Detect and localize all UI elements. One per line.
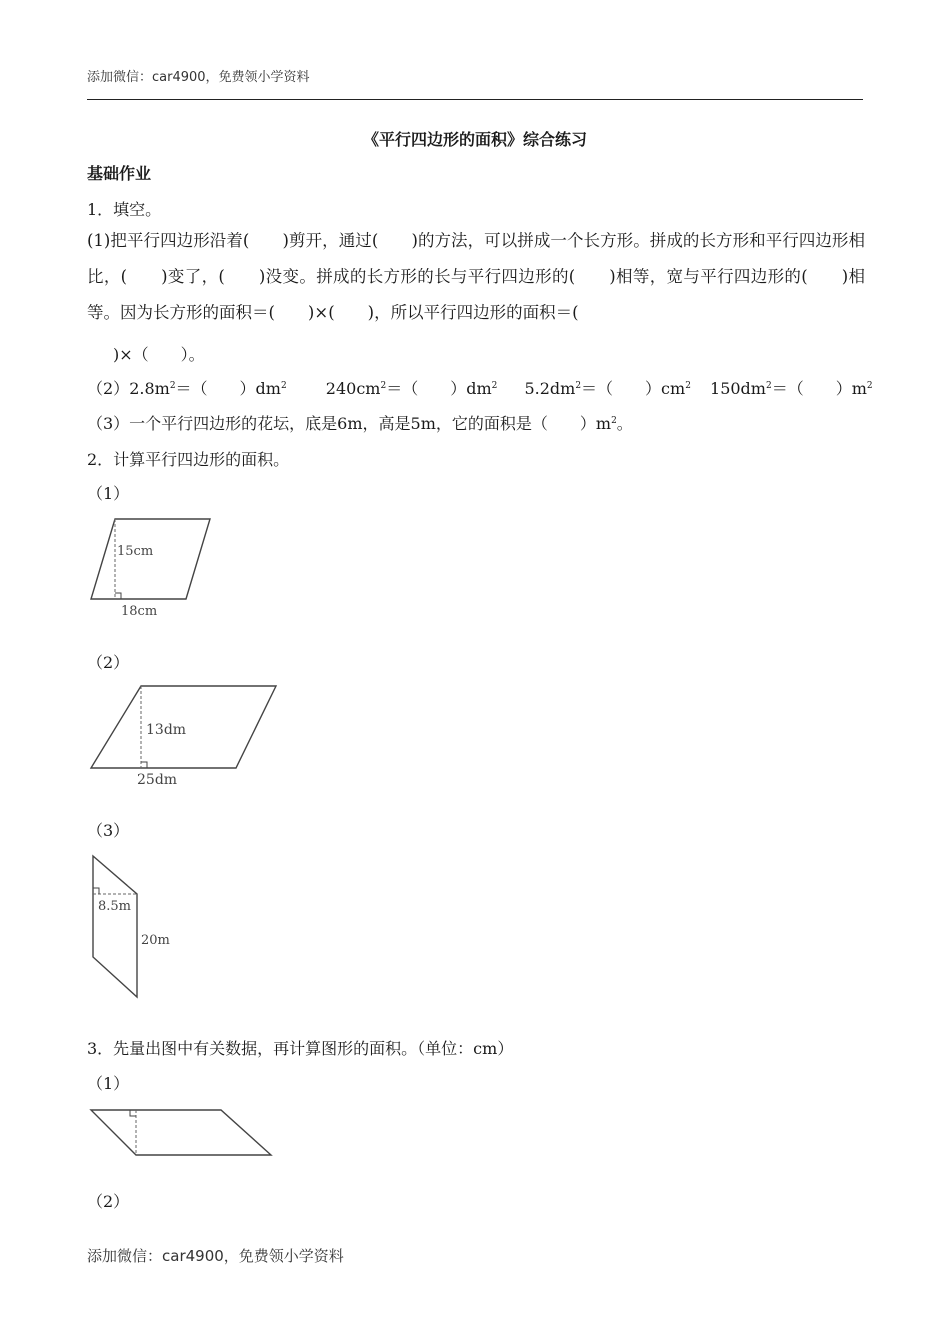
- q1-part2-label: （2）: [87, 379, 130, 398]
- q2-fig3-label: （3）: [87, 821, 130, 840]
- q1-part3: （3）一个平行四边形的花坛，底是6m，高是5m，它的面积是（ ）$m^2$。: [87, 414, 633, 433]
- q2-fig3-height-label: 8.5m: [98, 899, 132, 914]
- q2-heading: 2．计算平行四边形的面积。: [87, 450, 290, 469]
- q3-fig2-label: （2）: [87, 1192, 130, 1211]
- page-footer: 添加微信：car4900，免费领小学资料: [87, 1247, 344, 1265]
- page-title: 《平行四边形的面积》综合练习: [362, 130, 587, 149]
- q2-fig2-parallelogram: [85, 680, 285, 795]
- q1-part2: $(2)2.8m^2=$（ ）$dm^2$ $240cm^2=$（ ）$dm^2$ $5.2dm^2=$（ ）$cm^2$ $150dm^2=$（ ）$m^2$: [87, 379, 873, 398]
- q2-fig3-base-label: 20m: [141, 933, 170, 948]
- q2-fig1-label: （1）: [87, 484, 130, 503]
- page-header: 添加微信：car4900，免费领小学资料: [87, 70, 310, 85]
- q1-part1: (1)把平行四边形沿着( )剪开，通过( )的方法，可以拼成一个长方形。拼成的长方形和平行四边形相比，( )变了，( )没变。拼成的长方形的长与平行四边形的( )相等，宽与平行四边形的( )相等。因为长方形的面积＝( )×( )，所以平行四边形的面积＝(: [87, 231, 865, 322]
- q2-fig1-base-label: 18cm: [121, 604, 158, 619]
- q3-fig1-label: （1）: [87, 1074, 130, 1093]
- q2-fig2-base-label: 25dm: [137, 772, 178, 788]
- q1-part1-tail: )×（ ）。: [97, 345, 205, 364]
- q2-fig2-height-label: 13dm: [146, 722, 187, 738]
- section-heading: 基础作业: [87, 164, 152, 183]
- q2-fig2-label: （2）: [87, 653, 130, 672]
- q3-fig1-parallelogram: [85, 1100, 280, 1165]
- q2-fig1-parallelogram: [85, 510, 225, 625]
- q2-fig1-height-label: 15cm: [117, 544, 154, 559]
- q1-heading: 1．填空。: [87, 200, 162, 219]
- q3-heading: 3．先量出图中有关数据，再计算图形的面积。（单位：cm）: [87, 1039, 514, 1058]
- q2-fig3-parallelogram: [85, 850, 185, 1005]
- header-rule: [87, 99, 863, 100]
